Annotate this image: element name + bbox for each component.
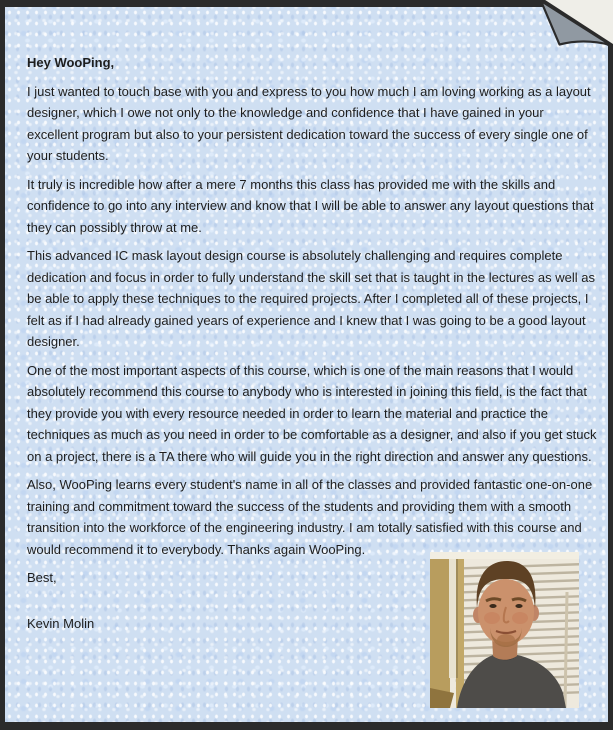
letter-paragraph-5: Also, WooPing learns every student's name in all of the classes and provided fantastic one-on-one training and commitment toward the success of the students and providing them with a smooth transition into the workforce of the engineering industry. I am totally satisfied with this course and would recommend it to everybody. Thanks again WooPing. bbox=[27, 477, 593, 557]
folded-corner-icon bbox=[523, 0, 613, 60]
letter-paragraph-1: I just wanted to touch base with you and express to you how much I am loving working as a layout designer, which I owe not only to the knowledge and confidence that I have gained in your excellent program but also to your persistent dedication toward the success of every single one of your students. bbox=[27, 83, 591, 163]
letter-paragraph-2: It truly is incredible how after a mere 7 months this class has provided me with the skills and confidence to go into any interview and know that I will be able to answer any layout questions that they can possibly throw at me. bbox=[27, 176, 594, 235]
letter-paragraph-4: One of the most important aspects of this course, which is one of the main reasons that I would absolutely recommend this course to anybody who is interested in joining this field, is the fact that they provide you with every resource needed in order to learn the material and practice the techniques as much as you need in order to be comfortable as a designer, and also if you get stuck on a project, there is a TA there who will guide you in the right direction and answer any questions. bbox=[27, 362, 597, 464]
letter-greeting: Hey WooPing, bbox=[27, 55, 115, 70]
letter-paragraph-3: This advanced IC mask layout design course is absolutely challenging and requires complete dedication and focus in order to fully understand the skill set that is taught in the lectures as well as be able to apply these techniques to the required projects. After I completed all of these projects, I felt as if I had already gained years of experience and I knew that I was going to be a good layout designer. bbox=[27, 248, 595, 349]
portrait-photo-illustration bbox=[430, 552, 579, 708]
letter-signature: Kevin Molin bbox=[27, 615, 95, 631]
letter-closing: Best, bbox=[27, 570, 57, 585]
portrait-photo bbox=[430, 552, 579, 708]
